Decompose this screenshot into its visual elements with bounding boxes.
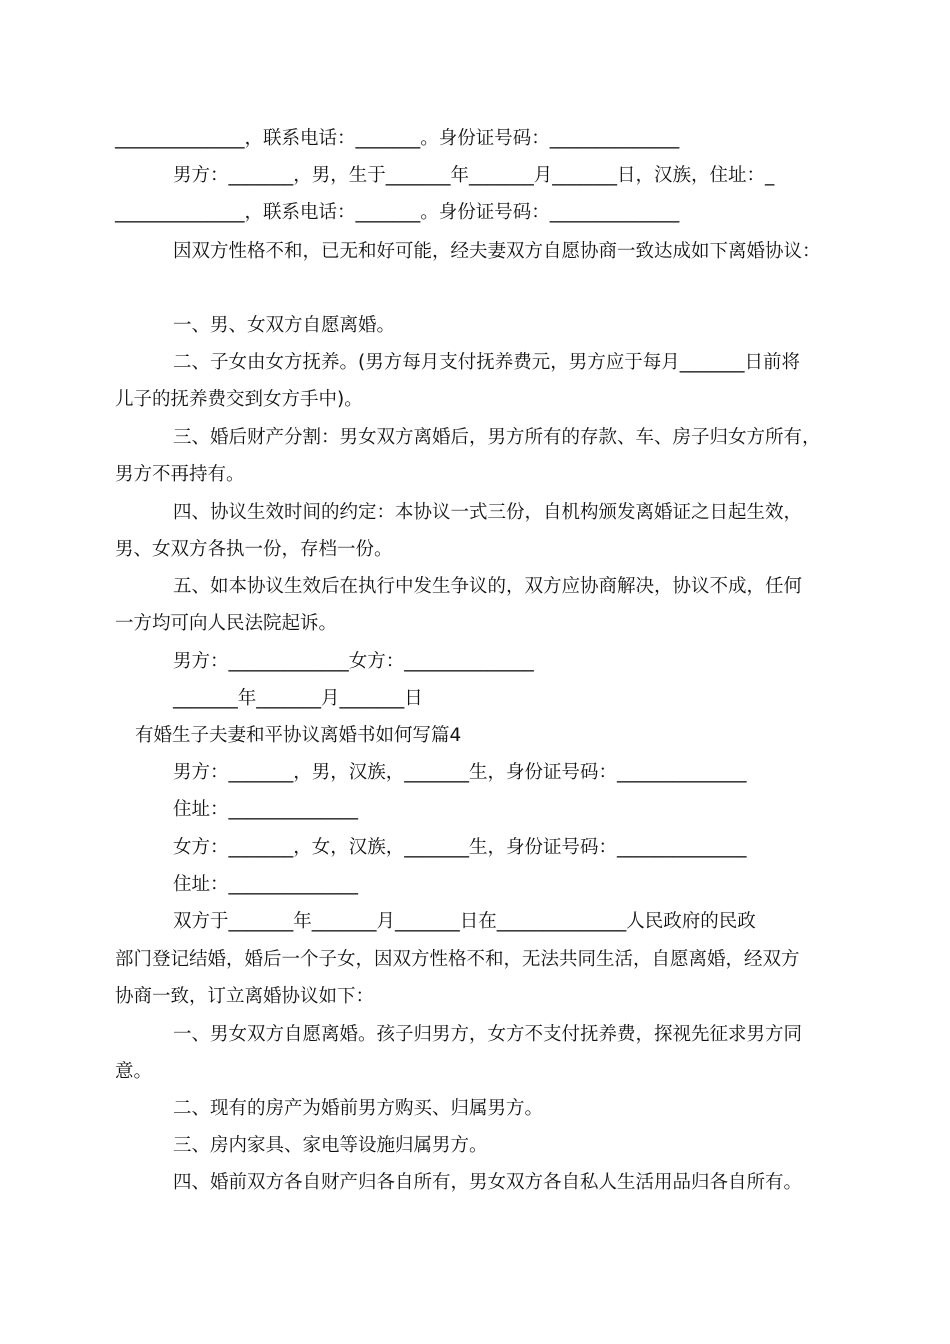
text-line: 双方于_______年_______月_______日在______________人民政府的民政 (173, 911, 756, 932)
text-line: 一方均可向人民法院起诉。 (115, 613, 338, 634)
text-line: 四、协议生效时间的约定：本协议一式三份，自机构颁发离婚证之日起生效， (173, 502, 803, 523)
text-line: 部门登记结婚，婚后一个子女，因双方性格不和，无法共同生活，自愿离婚，经双方 (115, 949, 800, 970)
text-line: 住址：______________ (173, 799, 359, 820)
text-line: 四、婚前双方各自财产归各自所有，男女双方各自私人生活用品归各自所有。 (173, 1172, 803, 1193)
text-line: 二、子女由女方抚养。(男方每月支付抚养费元，男方应于每月_______日前将 (173, 352, 800, 373)
text-line: 意。 (115, 1061, 153, 1082)
text-line: 男方：_____________女方：______________ (173, 651, 534, 672)
text-line: 协商一致，订立离婚协议如下： (115, 986, 375, 1007)
text-line: 女方：_______，女，汉族，_______生，身份证号码：______________ (173, 837, 747, 858)
section-heading: 有婚生子夫妻和平协议离婚书如何写篇4 (135, 725, 462, 746)
text-line: 一、男、女双方自愿离婚。 (173, 315, 396, 336)
text-line: 儿子的抚养费交到女方手中)。 (115, 389, 363, 410)
text-line: ______________，联系电话：_______。身份证号码：______________ (115, 128, 680, 149)
text-line: _______年_______月_______日 (173, 688, 423, 709)
text-line: 男方不再持有。 (115, 464, 245, 485)
text-line: 住址：______________ (173, 874, 359, 895)
text-line: 因双方性格不和，已无和好可能，经夫妻双方自愿协商一致达成如下离婚协议： (173, 241, 821, 262)
text-line: 三、婚后财产分割：男女双方离婚后，男方所有的存款、车、房子归女方所有， (173, 427, 821, 448)
text-line: 二、现有的房产为婚前男方购买、归属男方。 (173, 1098, 544, 1119)
text-line: 男、女双方各执一份，存档一份。 (115, 539, 393, 560)
text-line: 一、男女双方自愿离婚。孩子归男方，女方不支付抚养费，探视先征求男方同 (173, 1024, 803, 1045)
text-line: 五、如本协议生效后在执行中发生争议的，双方应协商解决，协议不成，任何 (173, 576, 803, 597)
text-line: 三、房内家具、家电等设施归属男方。 (173, 1135, 488, 1156)
text-line: ______________，联系电话：_______。身份证号码：______________ (115, 202, 680, 223)
text-line: 男方：_______，男，生于_______年_______月_______日，汉族，住址：_ (173, 165, 775, 186)
text-line: 男方：_______，男，汉族，_______生，身份证号码：______________ (173, 762, 747, 783)
